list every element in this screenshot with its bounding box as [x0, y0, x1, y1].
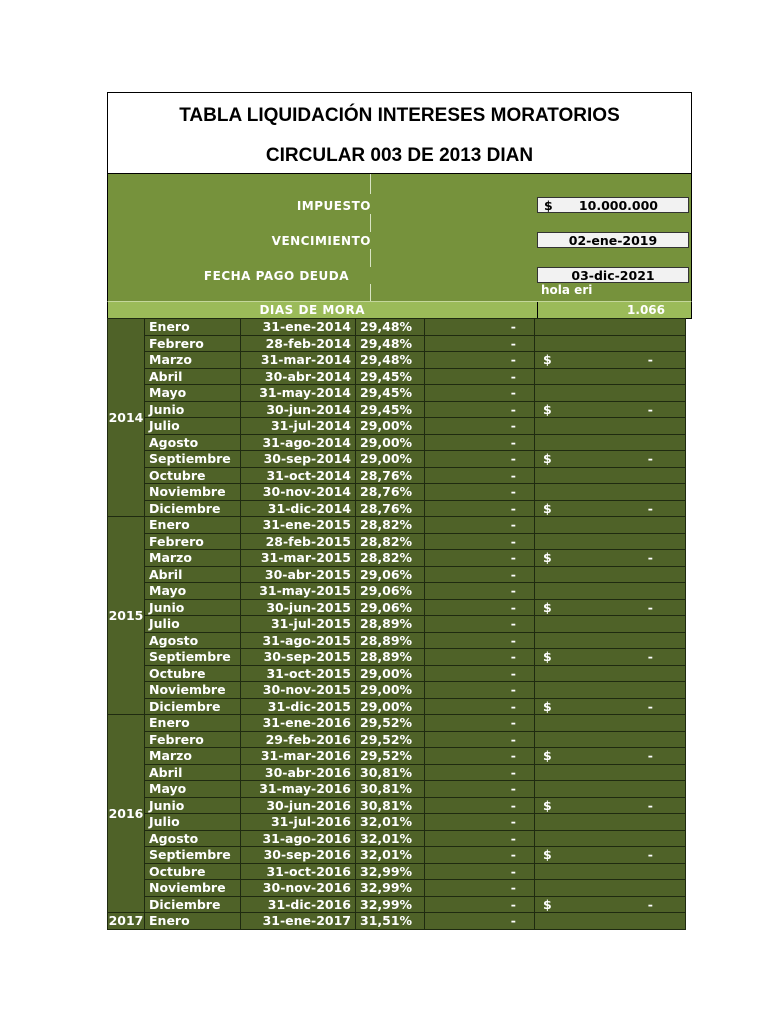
currency-symbol: $: [543, 401, 552, 417]
interest-cell[interactable]: -: [425, 830, 535, 847]
amount-cell[interactable]: [535, 665, 686, 682]
table-row: [108, 682, 686, 699]
date-cell[interactable]: 31-oct-2016: [241, 863, 356, 880]
date-cell[interactable]: 30-sep-2014: [241, 451, 356, 468]
table-row: [108, 451, 686, 468]
interest-cell[interactable]: -: [425, 896, 535, 913]
month-cell[interactable]: Octubre: [145, 863, 241, 880]
currency-symbol: $: [543, 500, 552, 516]
interest-cell[interactable]: -: [425, 319, 535, 336]
amount-cell[interactable]: [535, 632, 686, 649]
amount-cell[interactable]: [535, 814, 686, 831]
interest-cell[interactable]: -: [425, 583, 535, 600]
month-cell[interactable]: Enero: [145, 319, 241, 336]
amount-cell[interactable]: [535, 616, 686, 633]
date-cell[interactable]: 31-mar-2014: [241, 352, 356, 369]
rate-cell[interactable]: 28,76%: [356, 500, 425, 517]
interest-cell[interactable]: -: [425, 863, 535, 880]
dias-mora-row: [107, 301, 692, 319]
date-cell[interactable]: 31-may-2016: [241, 781, 356, 798]
amount-cell[interactable]: [535, 368, 686, 385]
month-cell[interactable]: Abril: [145, 764, 241, 781]
date-cell[interactable]: 31-jul-2015: [241, 616, 356, 633]
divider: [537, 302, 538, 318]
date-cell[interactable]: 30-abr-2014: [241, 368, 356, 385]
month-cell[interactable]: Febrero: [145, 731, 241, 748]
divider: [370, 284, 371, 302]
table-row: [108, 335, 686, 352]
table-row: [108, 385, 686, 402]
date-cell[interactable]: 31-mar-2015: [241, 550, 356, 567]
date-cell[interactable]: 31-jul-2014: [241, 418, 356, 435]
date-cell[interactable]: 30-nov-2016: [241, 880, 356, 897]
month-cell[interactable]: Febrero: [145, 335, 241, 352]
month-cell[interactable]: Septiembre: [145, 847, 241, 864]
interest-cell[interactable]: -: [425, 500, 535, 517]
interest-cell[interactable]: -: [425, 467, 535, 484]
table-row: [108, 583, 686, 600]
month-cell[interactable]: Agosto: [145, 830, 241, 847]
date-cell[interactable]: 30-sep-2016: [241, 847, 356, 864]
month-cell[interactable]: Octubre: [145, 467, 241, 484]
date-cell[interactable]: 31-dic-2015: [241, 698, 356, 715]
amount-cell[interactable]: [535, 599, 686, 616]
rate-cell[interactable]: 29,48%: [356, 352, 425, 369]
fecha-pago-label: FECHA PAGO DEUDA: [203, 269, 349, 283]
table-row: [108, 401, 686, 418]
amount-cell[interactable]: [535, 698, 686, 715]
interest-cell[interactable]: -: [425, 451, 535, 468]
amount-value: -: [647, 500, 653, 516]
month-cell[interactable]: Septiembre: [145, 649, 241, 666]
amount-value: -: [647, 797, 653, 813]
rate-cell[interactable]: 32,99%: [356, 896, 425, 913]
month-cell[interactable]: Marzo: [145, 748, 241, 765]
rate-cell[interactable]: 30,81%: [356, 764, 425, 781]
divider: [370, 249, 371, 267]
month-cell[interactable]: Enero: [145, 913, 241, 930]
month-cell[interactable]: Noviembre: [145, 880, 241, 897]
amount-cell[interactable]: [535, 913, 686, 930]
rate-cell[interactable]: 32,99%: [356, 863, 425, 880]
interest-cell[interactable]: -: [425, 682, 535, 699]
month-cell[interactable]: Febrero: [145, 533, 241, 550]
table-row: [108, 764, 686, 781]
amount-cell[interactable]: [535, 649, 686, 666]
rate-cell[interactable]: 29,52%: [356, 748, 425, 765]
page-title: TABLA LIQUIDACIÓN INTERESES MORATORIOS: [179, 105, 620, 126]
impuesto-label: IMPUESTO: [296, 199, 371, 213]
table-row: [108, 913, 686, 930]
rate-cell[interactable]: 29,00%: [356, 418, 425, 435]
amount-cell[interactable]: [535, 583, 686, 600]
interest-cell[interactable]: -: [425, 335, 535, 352]
vencimiento-value: 02-ene-2019: [568, 233, 658, 248]
note-text: hola eri: [541, 283, 593, 297]
amount-cell[interactable]: [535, 830, 686, 847]
month-cell[interactable]: Marzo: [145, 550, 241, 567]
table-row: [108, 368, 686, 385]
amount-cell[interactable]: [535, 797, 686, 814]
rates-table: [107, 318, 686, 930]
rate-cell[interactable]: 28,82%: [356, 517, 425, 534]
month-cell[interactable]: Diciembre: [145, 500, 241, 517]
amount-cell[interactable]: [535, 682, 686, 699]
amount-cell[interactable]: [535, 731, 686, 748]
dias-mora-label: DIAS DE MORA: [259, 303, 365, 317]
date-cell[interactable]: 31-ago-2016: [241, 830, 356, 847]
table-row: [108, 632, 686, 649]
rate-cell[interactable]: 29,06%: [356, 566, 425, 583]
date-cell[interactable]: 30-abr-2016: [241, 764, 356, 781]
rate-cell[interactable]: 29,00%: [356, 451, 425, 468]
month-cell[interactable]: Julio: [145, 814, 241, 831]
rate-cell[interactable]: 28,89%: [356, 649, 425, 666]
amount-value: -: [647, 401, 653, 417]
rate-cell[interactable]: 29,48%: [356, 335, 425, 352]
table-row: [108, 484, 686, 501]
table-row: [108, 352, 686, 369]
interest-cell[interactable]: -: [425, 847, 535, 864]
currency-symbol: $: [543, 698, 552, 714]
amount-cell[interactable]: [535, 418, 686, 435]
month-cell[interactable]: Enero: [145, 517, 241, 534]
amount-value: -: [647, 847, 653, 863]
table-row: [108, 797, 686, 814]
date-cell[interactable]: 30-jun-2016: [241, 797, 356, 814]
parameters-panel: [107, 173, 692, 302]
divider: [370, 174, 371, 194]
amount-cell[interactable]: [535, 748, 686, 765]
rate-cell[interactable]: 29,00%: [356, 682, 425, 699]
table-row: [108, 814, 686, 831]
vencimiento-label: VENCIMIENTO: [271, 234, 371, 248]
date-cell[interactable]: 31-oct-2015: [241, 665, 356, 682]
currency-symbol: $: [544, 198, 553, 213]
date-cell[interactable]: 31-ene-2016: [241, 715, 356, 732]
currency-symbol: $: [543, 451, 552, 467]
year-cell[interactable]: 2014: [108, 319, 145, 517]
page-subtitle: CIRCULAR 003 DE 2013 DIAN: [265, 145, 534, 166]
currency-symbol: $: [543, 847, 552, 863]
date-cell[interactable]: 31-oct-2014: [241, 467, 356, 484]
table-row: [108, 566, 686, 583]
date-cell[interactable]: 31-may-2014: [241, 385, 356, 402]
table-row: [108, 599, 686, 616]
date-cell[interactable]: 30-jun-2015: [241, 599, 356, 616]
month-cell[interactable]: Diciembre: [145, 896, 241, 913]
month-cell[interactable]: Agosto: [145, 632, 241, 649]
rate-cell[interactable]: 28,76%: [356, 484, 425, 501]
interest-cell[interactable]: -: [425, 418, 535, 435]
currency-symbol: $: [543, 797, 552, 813]
rate-cell[interactable]: 30,81%: [356, 781, 425, 798]
rate-cell[interactable]: 29,06%: [356, 599, 425, 616]
month-cell[interactable]: Abril: [145, 566, 241, 583]
amount-value: -: [647, 748, 653, 764]
amount-value: -: [647, 352, 653, 368]
interest-cell[interactable]: -: [425, 649, 535, 666]
rate-cell[interactable]: 29,00%: [356, 665, 425, 682]
interest-cell[interactable]: -: [425, 533, 535, 550]
currency-symbol: $: [543, 550, 552, 566]
amount-cell[interactable]: [535, 434, 686, 451]
impuesto-value: 10.000.000: [578, 198, 658, 213]
interest-cell[interactable]: -: [425, 814, 535, 831]
month-cell[interactable]: Junio: [145, 797, 241, 814]
currency-symbol: $: [543, 896, 552, 912]
table-row: [108, 517, 686, 534]
month-cell[interactable]: Marzo: [145, 352, 241, 369]
title-box: [107, 92, 692, 174]
rate-cell[interactable]: 29,52%: [356, 715, 425, 732]
fecha-pago-value: 03-dic-2021: [571, 268, 655, 283]
dias-mora-value: 1.066: [627, 303, 665, 317]
date-cell[interactable]: 31-ago-2015: [241, 632, 356, 649]
table-row: [108, 616, 686, 633]
month-cell[interactable]: Junio: [145, 401, 241, 418]
interest-cell[interactable]: -: [425, 781, 535, 798]
rate-cell[interactable]: 32,99%: [356, 880, 425, 897]
amount-cell[interactable]: [535, 764, 686, 781]
currency-symbol: $: [543, 748, 552, 764]
date-cell[interactable]: 31-ene-2015: [241, 517, 356, 534]
interest-cell[interactable]: -: [425, 550, 535, 567]
interest-cell[interactable]: -: [425, 913, 535, 930]
rate-cell[interactable]: 29,00%: [356, 698, 425, 715]
date-cell[interactable]: 31-dic-2016: [241, 896, 356, 913]
currency-symbol: $: [543, 599, 552, 615]
month-cell[interactable]: Mayo: [145, 583, 241, 600]
table-row: [108, 830, 686, 847]
amount-cell[interactable]: [535, 781, 686, 798]
amount-cell[interactable]: [535, 467, 686, 484]
date-cell[interactable]: 31-may-2015: [241, 583, 356, 600]
date-cell[interactable]: 30-nov-2015: [241, 682, 356, 699]
amount-cell[interactable]: [535, 550, 686, 567]
rate-cell[interactable]: 32,01%: [356, 830, 425, 847]
table-row: [108, 649, 686, 666]
date-cell[interactable]: 30-nov-2014: [241, 484, 356, 501]
date-cell[interactable]: 31-ene-2014: [241, 319, 356, 336]
amount-cell[interactable]: [535, 451, 686, 468]
interest-cell[interactable]: -: [425, 880, 535, 897]
amount-cell[interactable]: [535, 335, 686, 352]
date-cell[interactable]: 31-dic-2014: [241, 500, 356, 517]
table-row: [108, 863, 686, 880]
amount-value: -: [647, 896, 653, 912]
rate-cell[interactable]: 29,52%: [356, 731, 425, 748]
table-row: [108, 896, 686, 913]
rate-cell[interactable]: 29,45%: [356, 368, 425, 385]
month-cell[interactable]: Julio: [145, 616, 241, 633]
table-row: [108, 731, 686, 748]
month-cell[interactable]: Octubre: [145, 665, 241, 682]
date-cell[interactable]: 28-feb-2015: [241, 533, 356, 550]
table-row: [108, 319, 686, 336]
rate-cell[interactable]: 28,89%: [356, 632, 425, 649]
table-row: [108, 698, 686, 715]
table-row: [108, 533, 686, 550]
table-row: [108, 781, 686, 798]
table-row: [108, 748, 686, 765]
table-row: [108, 500, 686, 517]
amount-cell[interactable]: [535, 566, 686, 583]
amount-cell[interactable]: [535, 401, 686, 418]
date-cell[interactable]: 29-feb-2016: [241, 731, 356, 748]
month-cell[interactable]: Agosto: [145, 434, 241, 451]
interest-cell[interactable]: -: [425, 484, 535, 501]
month-cell[interactable]: Junio: [145, 599, 241, 616]
interest-cell[interactable]: -: [425, 764, 535, 781]
table-row: [108, 467, 686, 484]
date-cell[interactable]: 30-sep-2015: [241, 649, 356, 666]
amount-cell[interactable]: [535, 352, 686, 369]
table-row: [108, 665, 686, 682]
amount-cell[interactable]: [535, 896, 686, 913]
rate-cell[interactable]: 29,45%: [356, 385, 425, 402]
interest-cell[interactable]: -: [425, 632, 535, 649]
interest-cell[interactable]: -: [425, 665, 535, 682]
amount-cell[interactable]: [535, 847, 686, 864]
interest-cell[interactable]: -: [425, 352, 535, 369]
vencimiento-cell[interactable]: [537, 232, 689, 248]
month-cell[interactable]: Mayo: [145, 781, 241, 798]
interest-cell[interactable]: -: [425, 698, 535, 715]
amount-cell[interactable]: [535, 880, 686, 897]
rate-cell[interactable]: 31,51%: [356, 913, 425, 930]
rate-cell[interactable]: 28,89%: [356, 616, 425, 633]
month-cell[interactable]: Diciembre: [145, 698, 241, 715]
interest-cell[interactable]: -: [425, 616, 535, 633]
amount-value: -: [647, 649, 653, 665]
month-cell[interactable]: Noviembre: [145, 484, 241, 501]
interest-cell[interactable]: -: [425, 517, 535, 534]
amount-cell[interactable]: [535, 517, 686, 534]
table-row: [108, 434, 686, 451]
rate-cell[interactable]: 32,01%: [356, 847, 425, 864]
table-row: [108, 880, 686, 897]
amount-cell[interactable]: [535, 484, 686, 501]
year-cell[interactable]: 2016: [108, 715, 145, 913]
table-row: [108, 418, 686, 435]
rate-cell[interactable]: 28,82%: [356, 550, 425, 567]
rate-cell[interactable]: 29,48%: [356, 319, 425, 336]
date-cell[interactable]: 30-jun-2014: [241, 401, 356, 418]
amount-cell[interactable]: [535, 863, 686, 880]
interest-cell[interactable]: -: [425, 401, 535, 418]
rate-cell[interactable]: 29,45%: [356, 401, 425, 418]
amount-value: -: [647, 599, 653, 615]
interest-cell[interactable]: -: [425, 566, 535, 583]
interest-cell[interactable]: -: [425, 731, 535, 748]
interest-cell[interactable]: -: [425, 715, 535, 732]
rate-cell[interactable]: 29,06%: [356, 583, 425, 600]
amount-value: -: [647, 698, 653, 714]
interest-cell[interactable]: -: [425, 434, 535, 451]
date-cell[interactable]: 31-mar-2016: [241, 748, 356, 765]
interest-cell[interactable]: -: [425, 797, 535, 814]
amount-cell[interactable]: [535, 715, 686, 732]
interest-cell[interactable]: -: [425, 599, 535, 616]
impuesto-cell[interactable]: [537, 197, 689, 213]
month-cell[interactable]: Mayo: [145, 385, 241, 402]
date-cell[interactable]: 31-jul-2016: [241, 814, 356, 831]
date-cell[interactable]: 28-feb-2014: [241, 335, 356, 352]
amount-value: -: [647, 550, 653, 566]
month-cell[interactable]: Julio: [145, 418, 241, 435]
interest-cell[interactable]: -: [425, 748, 535, 765]
table-row: [108, 715, 686, 732]
rate-cell[interactable]: 30,81%: [356, 797, 425, 814]
date-cell[interactable]: 31-ene-2017: [241, 913, 356, 930]
month-cell[interactable]: Enero: [145, 715, 241, 732]
date-cell[interactable]: 30-abr-2015: [241, 566, 356, 583]
amount-value: -: [647, 451, 653, 467]
currency-symbol: $: [543, 352, 552, 368]
currency-symbol: $: [543, 649, 552, 665]
month-cell[interactable]: Noviembre: [145, 682, 241, 699]
month-cell[interactable]: Septiembre: [145, 451, 241, 468]
rate-cell[interactable]: 29,00%: [356, 434, 425, 451]
interest-cell[interactable]: -: [425, 368, 535, 385]
rate-cell[interactable]: 32,01%: [356, 814, 425, 831]
year-cell[interactable]: 2015: [108, 517, 145, 715]
amount-cell[interactable]: [535, 533, 686, 550]
month-cell[interactable]: Abril: [145, 368, 241, 385]
amount-cell[interactable]: [535, 319, 686, 336]
fecha-pago-cell[interactable]: [537, 267, 689, 283]
rate-cell[interactable]: 28,82%: [356, 533, 425, 550]
amount-cell[interactable]: [535, 385, 686, 402]
interest-cell[interactable]: -: [425, 385, 535, 402]
rate-cell[interactable]: 28,76%: [356, 467, 425, 484]
amount-cell[interactable]: [535, 500, 686, 517]
table-row: [108, 847, 686, 864]
year-cell[interactable]: 2017: [108, 913, 144, 929]
date-cell[interactable]: 31-ago-2014: [241, 434, 356, 451]
table-row: [108, 550, 686, 567]
divider: [370, 214, 371, 232]
